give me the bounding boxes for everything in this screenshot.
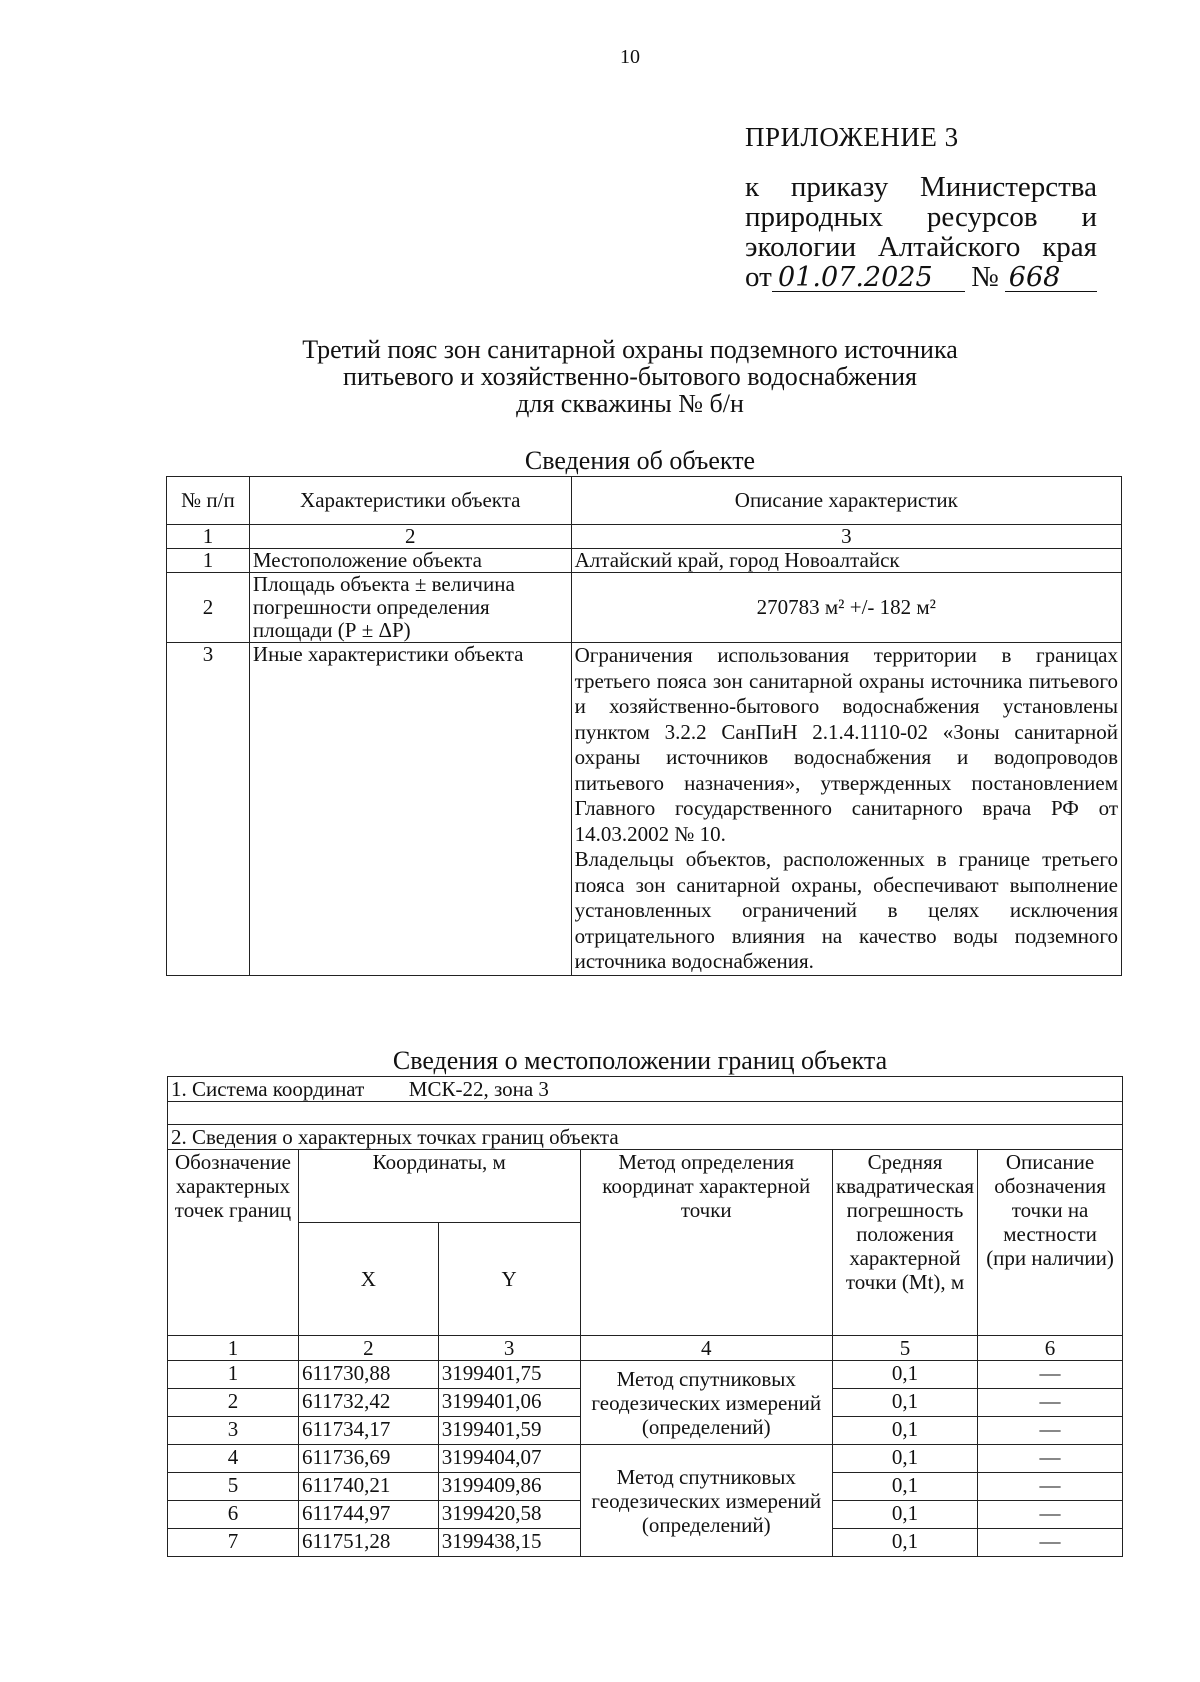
appendix-line-1: к приказу Министерства — [745, 171, 1097, 203]
point-description: — — [978, 1501, 1123, 1529]
order-number-handwritten: 668 — [1005, 265, 1097, 292]
point-number: 7 — [168, 1529, 299, 1557]
col-number-3: 3 — [438, 1336, 580, 1361]
object-info-table — [166, 476, 1122, 976]
col-number-4: 4 — [580, 1336, 832, 1361]
col-header-y: Y — [438, 1223, 580, 1336]
point-description: — — [978, 1473, 1123, 1501]
point-y: 3199438,15 — [438, 1529, 580, 1557]
col-number-6: 6 — [978, 1336, 1123, 1361]
col-header-number: № п/п — [167, 477, 250, 525]
row-characteristic: Иные характеристики объекта — [249, 643, 571, 976]
point-x: 611751,28 — [298, 1529, 438, 1557]
order-number-label: № — [971, 261, 999, 293]
col-header-designation: Обозначение характерных точек границ — [168, 1150, 299, 1336]
points-section-title: 2. Сведения о характерных точках границ объекта — [168, 1125, 1123, 1150]
point-error: 0,1 — [832, 1445, 977, 1473]
row-characteristic: Местоположение объекта — [249, 549, 571, 573]
coord-system-label: 1. Система координат — [171, 1077, 365, 1101]
point-error: 0,1 — [832, 1473, 977, 1501]
point-description: — — [978, 1445, 1123, 1473]
spacer-row — [168, 1102, 1123, 1125]
row-number: 3 — [167, 643, 250, 976]
col-number-1: 1 — [167, 525, 250, 549]
appendix-title: ПРИЛОЖЕНИЕ 3 — [745, 122, 959, 152]
point-y: 3199401,59 — [438, 1417, 580, 1445]
point-error: 0,1 — [832, 1501, 977, 1529]
row-value: Алтайский край, город Новоалтайск — [571, 549, 1121, 573]
col-header-x: X — [298, 1223, 438, 1336]
point-x: 611732,42 — [298, 1389, 438, 1417]
row-number: 2 — [167, 573, 250, 643]
table-row — [167, 643, 1122, 976]
row-characteristic: Площадь объекта ± величина погрешности определения площади (Р ± ΔР) — [249, 573, 571, 643]
point-error: 0,1 — [832, 1361, 977, 1389]
owners-paragraph: Владельцы объектов, расположенных в границе третьего пояса зон санитарной охраны, обеспечивают выполнение установленных ограничений в целях исключения отрицательного влияния на качество воды подземного источника водоснабжения. — [574, 847, 1118, 973]
point-number: 2 — [168, 1389, 299, 1417]
order-underline — [939, 290, 965, 292]
point-description: — — [978, 1417, 1123, 1445]
point-number: 5 — [168, 1473, 299, 1501]
title-line-2: питьевого и хозяйственно-бытового водоснабжения — [343, 362, 917, 391]
col-number-2: 2 — [249, 525, 571, 549]
page-number: 10 — [620, 46, 640, 68]
col-header-characteristic: Характеристики объекта — [249, 477, 571, 525]
order-line — [745, 262, 1097, 292]
point-number: 1 — [168, 1361, 299, 1389]
point-y: 3199401,75 — [438, 1361, 580, 1389]
col-number-3: 3 — [571, 525, 1121, 549]
order-date-handwritten: 01.07.2025 — [772, 265, 939, 292]
point-description: — — [978, 1389, 1123, 1417]
point-x: 611730,88 — [298, 1361, 438, 1389]
row-value — [571, 643, 1121, 976]
point-method: Метод спутниковых геодезических измерений (определений) — [580, 1361, 832, 1445]
object-section-title: Сведения об объекте — [524, 446, 756, 475]
title-line-3: для скважины № б/н — [516, 389, 744, 418]
point-error: 0,1 — [832, 1389, 977, 1417]
point-y: 3199420,58 — [438, 1501, 580, 1529]
table-row — [168, 1361, 1123, 1389]
table-row — [168, 1445, 1123, 1473]
point-x: 611734,17 — [298, 1417, 438, 1445]
point-y: 3199404,07 — [438, 1445, 580, 1473]
point-number: 3 — [168, 1417, 299, 1445]
point-x: 611744,97 — [298, 1501, 438, 1529]
point-y: 3199401,06 — [438, 1389, 580, 1417]
row-number: 1 — [167, 549, 250, 573]
col-header-method: Метод определения координат характерной точки — [580, 1150, 832, 1336]
col-header-location-description: Описание обозначения точки на местности (при наличии) — [978, 1150, 1123, 1336]
col-header-coordinates: Координаты, м — [298, 1150, 580, 1223]
col-number-5: 5 — [832, 1336, 977, 1361]
col-number-2: 2 — [298, 1336, 438, 1361]
point-error: 0,1 — [832, 1417, 977, 1445]
appendix-line-3: экологии Алтайского края — [745, 231, 1097, 263]
coord-system-value: МСК-22, зона 3 — [408, 1077, 549, 1101]
point-number: 4 — [168, 1445, 299, 1473]
point-error: 0,1 — [832, 1529, 977, 1557]
point-description: — — [978, 1361, 1123, 1389]
bounds-section-title: Сведения о местоположении границ объекта — [392, 1046, 888, 1075]
point-x: 611736,69 — [298, 1445, 438, 1473]
boundary-points-table — [167, 1076, 1123, 1557]
title-line-1: Третий пояс зон санитарной охраны подземного источника — [302, 335, 958, 364]
restriction-paragraph: Ограничения использования территории в границах третьего пояса зон санитарной охраны источника питьевого и хозяйственно-бытового водоснабжения установлены пунктом 3.2.2 СанПиН 2.1.4.1110-02 «Зоны санитарной охраны источников водоснабжения и водопроводов питьевого назначения», утвержденных постановлением Главного государственного санитарного врача РФ от 14.03.2002 № 10. — [574, 643, 1118, 846]
appendix-line-2: природных ресурсов и — [745, 201, 1097, 233]
document-title — [230, 336, 1030, 417]
table-row — [167, 549, 1122, 573]
point-method: Метод спутниковых геодезических измерений (определений) — [580, 1445, 832, 1557]
point-description: — — [978, 1529, 1123, 1557]
row-value: 270783 м² +/- 182 м² — [571, 573, 1121, 643]
order-date-prefix: от — [745, 261, 772, 293]
point-y: 3199409,86 — [438, 1473, 580, 1501]
coord-system-row — [168, 1077, 1123, 1102]
point-x: 611740,21 — [298, 1473, 438, 1501]
col-header-description: Описание характеристик — [571, 477, 1121, 525]
table-row — [167, 573, 1122, 643]
col-number-1: 1 — [168, 1336, 299, 1361]
col-header-error: Средняя квадратическая погрешность положения характерной точки (Mt), м — [832, 1150, 977, 1336]
point-number: 6 — [168, 1501, 299, 1529]
appendix-block — [745, 122, 1097, 292]
